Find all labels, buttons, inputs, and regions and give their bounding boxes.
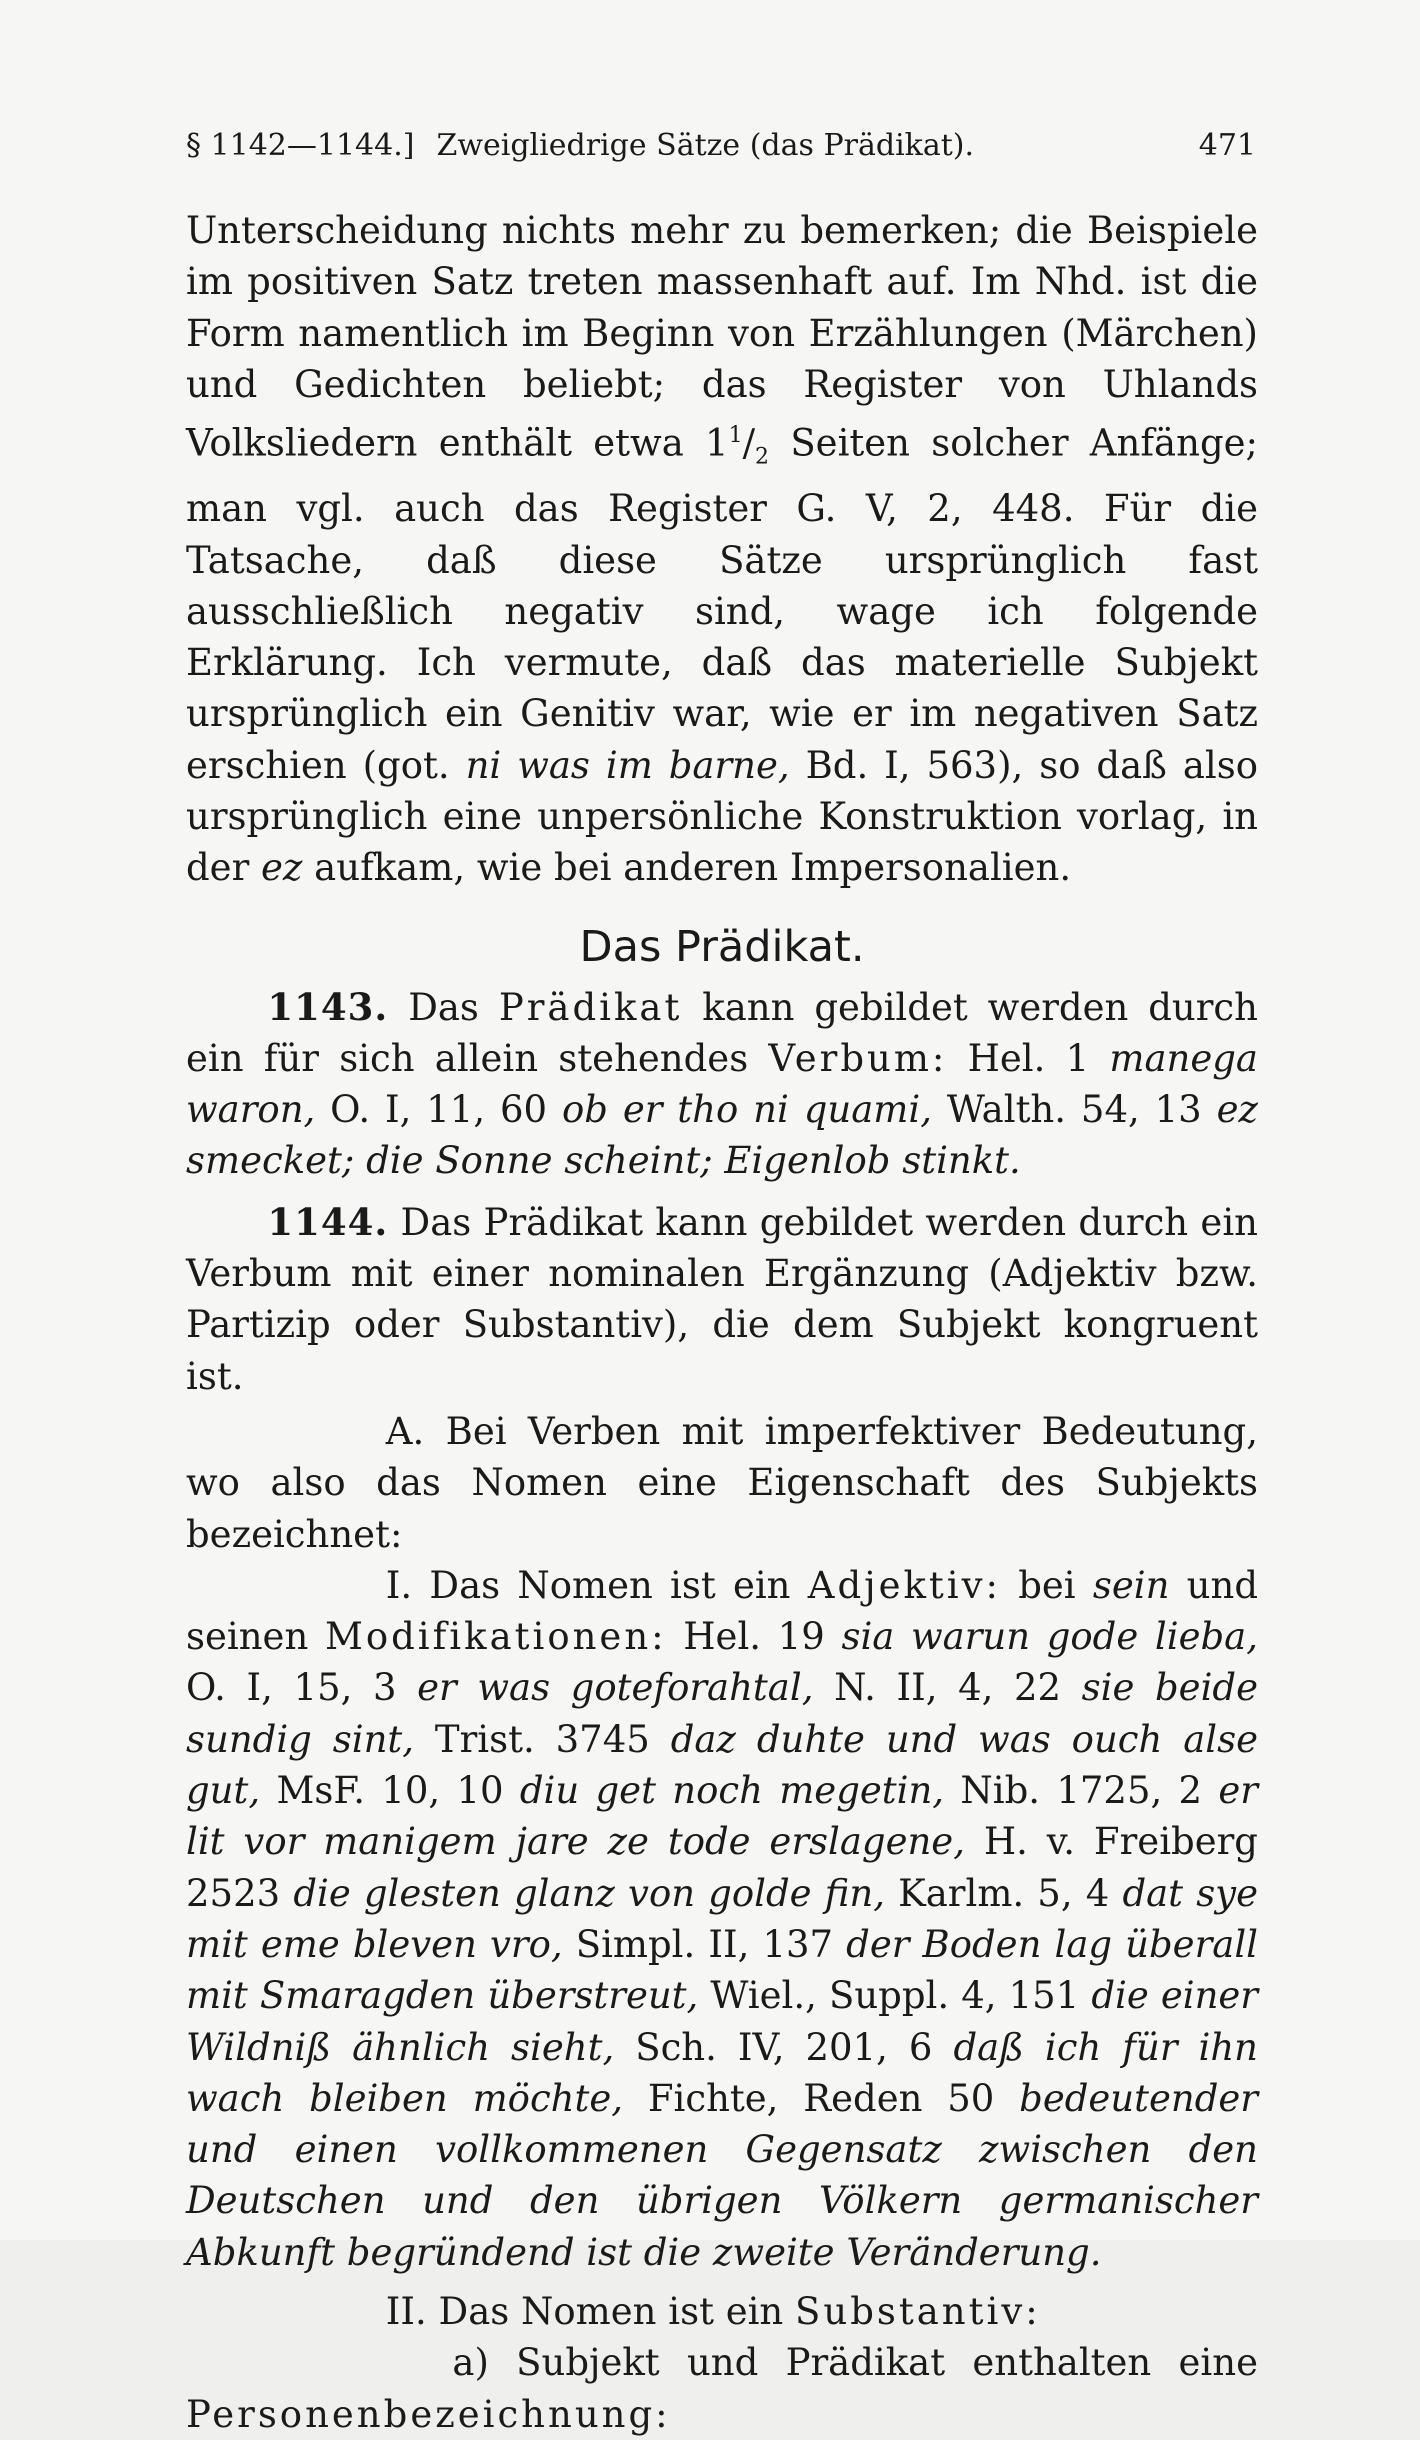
italic-quote: diu get noch megetin, — [519, 1769, 945, 1813]
spaced-term: Verbum: — [768, 1036, 948, 1080]
text-run: MsF. 10, 10 — [260, 1769, 520, 1813]
spaced-term: Modifikationen: — [324, 1615, 667, 1659]
text-run: Sch. IV, 201, 6 — [614, 2025, 954, 2069]
text-run: Wiel., Suppl. 4, 151 — [698, 1974, 1092, 2018]
spaced-term: Prädikat — [498, 985, 683, 1029]
text-run: II. Das Nomen ist ein — [385, 2290, 796, 2333]
fraction-numerator: 1 — [728, 423, 743, 449]
text-run: Simpl. II, 137 — [562, 1922, 847, 1966]
text-run: Nib. 1725, 2 — [944, 1769, 1219, 1813]
paragraph-number: 1144. — [267, 1199, 389, 1244]
subsection-IIa — [186, 2337, 1258, 2440]
spaced-term: Adjektiv: — [807, 1563, 1001, 1607]
text-run: I. Das Nomen ist ein — [385, 1563, 808, 1607]
italic-quote: ni was im barne, — [465, 743, 790, 787]
italic-quote: bedeutender und einen vollkommenen Gegensatz zwischen den Deutschen und den übrigen Völkern germanischer Abkunft begründend ist die zweite Veränderung. — [186, 2076, 1258, 2274]
text-run: Das — [388, 985, 499, 1029]
italic-quote: dat sye mit eme bleven vro, — [186, 1871, 1258, 1966]
running-title: Zweigliedrige Sätze (das Prädikat). — [436, 128, 975, 163]
text-run: Fichte, Reden 50 — [623, 2076, 1020, 2120]
italic-quote: die einer Wildniß ähnlich sieht, — [186, 1974, 1258, 2069]
text-run: Trist. 3745 — [414, 1717, 671, 1761]
text-run: O. I, 11, 60 — [315, 1088, 562, 1132]
text-run: Karlm. 5, 4 — [884, 1871, 1123, 1915]
page-body — [186, 205, 1258, 2440]
subsection-I — [186, 1560, 1258, 2278]
text-run: Walth. 54, 13 — [931, 1088, 1217, 1132]
fraction-denominator: 2 — [755, 444, 770, 470]
text-run: Hel. 19 — [666, 1615, 842, 1659]
italic-quote: sia warun gode lieba, — [841, 1615, 1258, 1659]
italic-quote: ez — [261, 846, 303, 890]
text-run: Unterscheidung nichts mehr zu bemerken; die Beispiele im positiven Satz treten massenhaft auf. Im Nhd. ist die Form namentlich im Beginn von Erzählungen (Märchen) und Gedichten beliebt; das Register von Uhlands Volksliedern enthält etwa 1 — [186, 209, 1258, 465]
italic-quote: sein — [1092, 1563, 1170, 1607]
text-run: und seinen — [186, 1563, 1259, 1659]
spaced-term: Personenbezeichnung: — [186, 2392, 671, 2436]
page-number: 471 — [1198, 128, 1256, 163]
text-run: H. v. Freiberg 2523 — [186, 1820, 1258, 1915]
italic-quote: ob er tho ni quami, — [561, 1088, 932, 1132]
section-title: Das Prädikat. — [579, 921, 865, 972]
text-run: Das Prädikat kann gebildet werden durch ein Verbum mit einer nominalen Ergänzung (Adjektiv bzw. Partizip oder Substantiv), die dem Subjekt kongruent ist. — [186, 1200, 1258, 1398]
section-range: § 1142—1144.] — [186, 128, 415, 163]
text-run: Bd. I, 563), so daß also ursprünglich eine unpersönliche Konstruktion vorlag, in der — [186, 743, 1258, 890]
paragraph-1144 — [186, 1197, 1258, 1402]
italic-quote: sie beide sundig sint, — [186, 1666, 1258, 1761]
paragraph-number: 1143. — [267, 984, 389, 1029]
text-run: bei — [1001, 1563, 1093, 1607]
italic-quote: er lit vor manigem jare ze tode erslagene, — [186, 1769, 1258, 1864]
subsection-II — [186, 2286, 1258, 2337]
italic-quote: manega waron, — [186, 1036, 1258, 1132]
running-header — [186, 128, 1256, 163]
italic-quote: daß ich für ihn wach bleiben möchte, — [186, 2025, 1258, 2120]
fraction-slash: / — [742, 421, 756, 465]
italic-quote: daz duhte und was ouch alse gut, — [186, 1717, 1258, 1813]
paragraph-1143 — [186, 982, 1258, 1187]
text-run: Hel. 1 — [947, 1036, 1110, 1080]
spaced-term: Substantiv: — [795, 2290, 1041, 2333]
paragraph-continuation — [186, 205, 1258, 894]
text-run: a) Subjekt und Prädikat enthalten eine — [452, 2341, 1258, 2385]
italic-quote: er was goteforahtal, — [417, 1666, 814, 1710]
text-run: kann gebildet werden durch ein für sich allein stehendes — [186, 985, 1258, 1080]
text-run: N. II, 4, 22 — [813, 1666, 1082, 1710]
italic-quote: ez smecket; die Sonne scheint; Eigenlob stinkt. — [186, 1088, 1258, 1183]
text-run: aufkam, wie bei anderen Impersonalien. — [302, 846, 1072, 890]
text-run: O. I, 15, 3 — [186, 1666, 418, 1710]
subsection-a: A. Bei Verben mit imperfektiver Bedeutung, wo also das Nomen eine Eigenschaft des Subjekts bezeichnet: — [186, 1409, 1258, 1556]
italic-quote: die glesten glanz von golde fin, — [293, 1871, 885, 1915]
italic-quote: der Boden lag überall mit Smaragden überstreut, — [186, 1922, 1258, 2018]
text-run: Seiten solcher Anfänge; man vgl. auch das Register G. V, 2, 448. Für die Tatsache, daß diese Sätze ursprünglich fast ausschließlich negativ sind, wage ich folgende Erklärung. Ich vermute, daß das materielle Subjekt ursprünglich ein Genitiv war, wie er im negativen Satz erschien (got. — [186, 421, 1258, 787]
